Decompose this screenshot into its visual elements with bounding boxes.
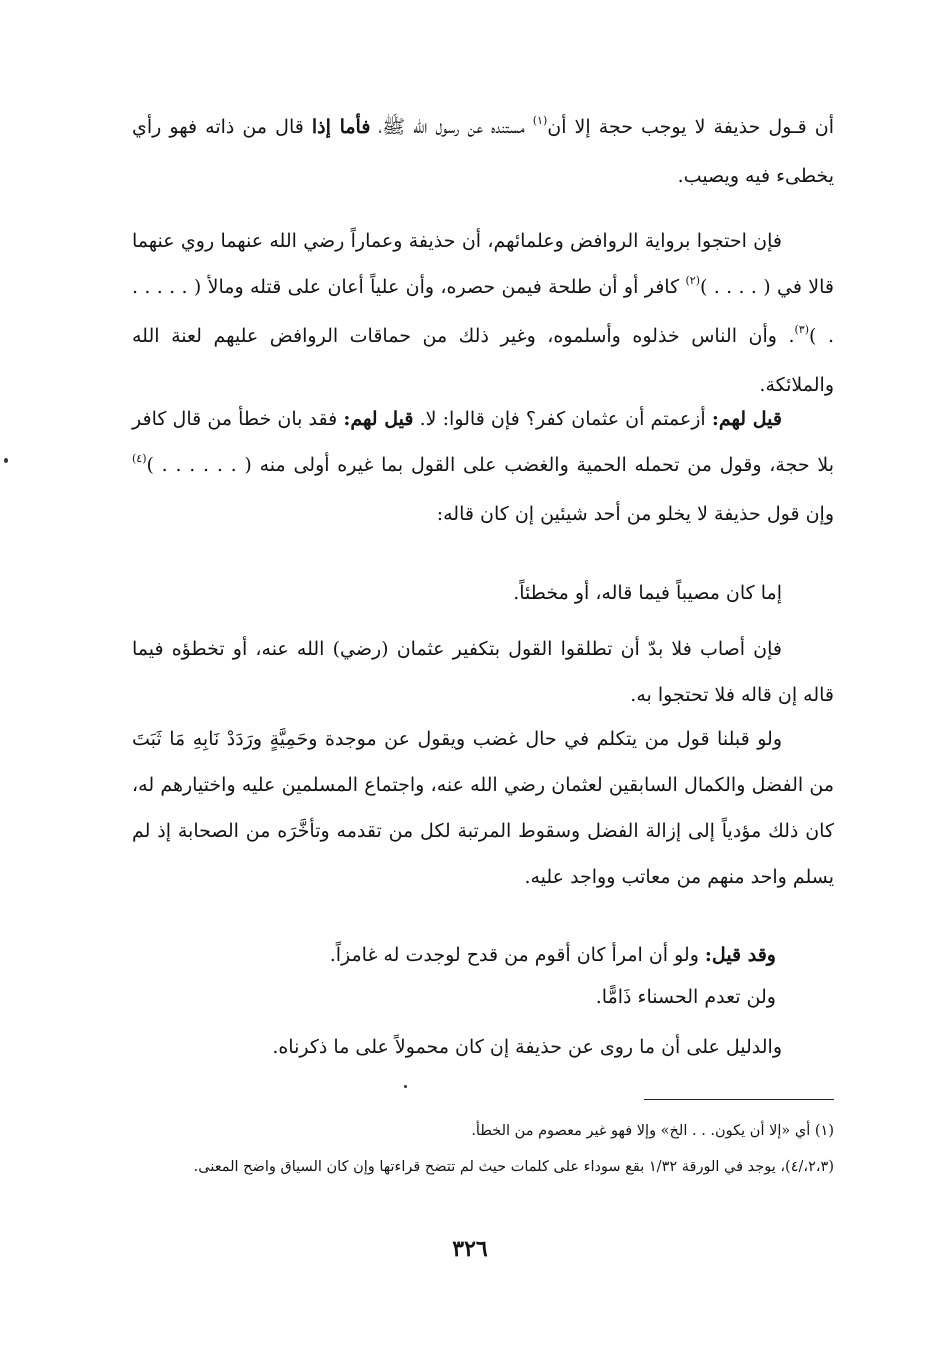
scan-speck: [4, 458, 8, 463]
verse-line-2: ولن تعدم الحسناء ذَامًّا.: [595, 986, 776, 1008]
footnote-ref-4[interactable]: (٤): [132, 452, 147, 465]
paragraph-1-rest: مستنده عن رسول الله ﷺ،: [370, 116, 533, 138]
paragraph-1-bold: فأما إذا: [311, 116, 371, 138]
footnote-2: (٢،٣،/٤)، يوجد في الورقة ١/٣٢ بقع سوداء على كلمات حيث لم تتضح قراءتها وإن كان السياق واضح المعنى.: [193, 1159, 834, 1175]
paragraph-6: ولو قبلنا قول من يتكلم في حال غضب ويقول عن موجدة وحَمِيَّةٍ ورَدَدْ نَابِهِ مَا ثَبَتَ من الفضل والكمال السابقين لعثمان رضي الله عنه، واجتماع المسلمين عليه واختيارهم له، كان ذلك مؤدياً إلى إزالة الفضل وسقوط المرتبة لكل من تقدمه وتأخَّرَه من الصحابة إذ لم يسلم واحد منهم من معاتب وواجد عليه.: [132, 728, 834, 888]
paragraph-2-text-c: . وأن الناس خذلوه وأسلموه، وغير ذلك من حماقات الروافض عليهم لعنة الله والملائكة.: [132, 325, 834, 396]
page-number: ٣٢٦: [452, 1236, 488, 1262]
paragraph-7: والدليل على أن ما روى عن حذيفة إن كان محمولاً على ما ذكرناه.: [272, 1036, 782, 1058]
paragraph-1-text: أن قـول حذيفة لا يوجب حجة إلا أن: [547, 116, 834, 138]
paragraph-5: فإن أصاب فلا بدّ أن تطلقوا القول بتكفير عثمان (رضي) الله عنه، أو تخطؤه فيما قاله إن قاله فلا تحتجوا به.: [132, 638, 834, 706]
paragraph-3-text-c: وإن قول حذيفة لا يخلو من أحد شيئين إن كان قاله:: [436, 503, 834, 525]
footnote-separator: [644, 1099, 834, 1100]
paragraph-3: [132, 396, 834, 537]
paragraph-4: إما كان مصيباً فيما قاله، أو مخطئاً.: [513, 582, 782, 604]
paragraph-3-lead-2: قيل لهم:: [343, 408, 414, 430]
paragraph-3-text-a: أزعمتم أن عثمان كفر؟ فإن قالوا: لا.: [413, 408, 712, 430]
footnote-ref-2[interactable]: (٢): [685, 274, 700, 287]
footnote-ref-3[interactable]: (٣): [794, 323, 810, 336]
paragraph-1: [132, 104, 834, 199]
paragraph-3-text-b: فقد بان خطأ من قال كافر بلا حجة، وقول من تحمله الحمية والغضب على القول بما غيره أولى منه ( . . . . . . ): [132, 408, 834, 476]
verse-lead: وقد قيل:: [704, 944, 776, 966]
paragraph-2-text-a: فإن احتجوا برواية الروافض وعلمائهم، أن حذيفة وعماراً رضي الله عنهما روي عنهما قالا في ( . . . . ): [132, 230, 835, 298]
verse-line-1: [176, 932, 776, 978]
paragraph-3-lead: قيل لهم:: [711, 408, 782, 430]
footnote-ref-1[interactable]: (١): [532, 114, 548, 127]
verse-text-1: ولو أن امرأ كان أقوم من قدح لوجدت له غامزاً.: [329, 944, 705, 966]
paragraph-2-text-b: كافر أو أن طلحة فيمن حصره، وأن علياً أعان على قتله ومالأ ( . . . . . . ): [132, 276, 834, 347]
paragraph-2: [132, 218, 834, 408]
scan-speck: [404, 1085, 407, 1088]
footnote-1: (١) أي «إلا أن يكون. . . الخ» وإلا فهو غير معصوم من الخطأ.: [471, 1123, 834, 1139]
paragraph-1-end: قال من ذاته فهو رأي يخطىء فيه ويصيب.: [132, 116, 834, 187]
